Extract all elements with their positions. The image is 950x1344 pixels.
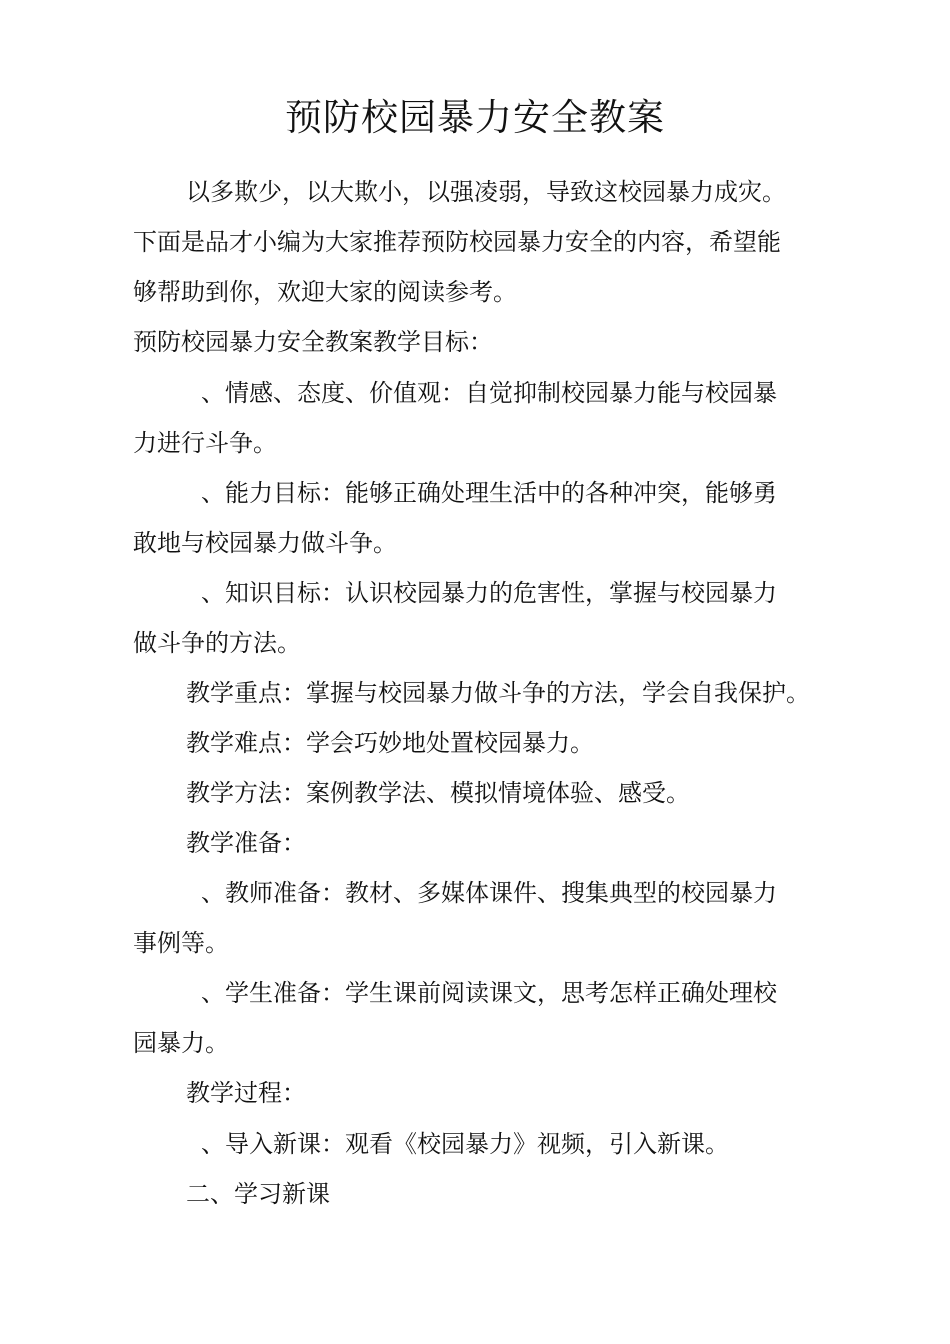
paragraph-line: 二、学习新课 bbox=[186, 1180, 330, 1208]
paragraph-line: 下面是品才小编为大家推荐预防校园暴力安全的内容，希望能 bbox=[133, 228, 781, 256]
paragraph-line: 园暴力。 bbox=[133, 1029, 229, 1057]
section-heading: 预防校园暴力安全教案教学目标： bbox=[133, 328, 493, 356]
paragraph-line: 事例等。 bbox=[133, 929, 229, 957]
paragraph-line: 、情感、态度、价值观：自觉抑制校园暴力能与校园暴 bbox=[201, 379, 777, 407]
paragraph-line: 教学方法：案例教学法、模拟情境体验、感受。 bbox=[186, 779, 690, 807]
paragraph-line: 做斗争的方法。 bbox=[133, 629, 301, 657]
paragraph-line: 教学准备： bbox=[186, 829, 306, 857]
paragraph-line: 、知识目标：认识校园暴力的危害性，掌握与校园暴力 bbox=[201, 579, 777, 607]
paragraph-line: 力进行斗争。 bbox=[133, 429, 277, 457]
paragraph-line: 、学生准备：学生课前阅读课文，思考怎样正确处理校 bbox=[201, 979, 777, 1007]
paragraph-line: 、教师准备：教材、多媒体课件、搜集典型的校园暴力 bbox=[201, 879, 777, 907]
paragraph-line: 教学难点：学会巧妙地处置校园暴力。 bbox=[186, 729, 594, 757]
paragraph-line: 教学过程： bbox=[186, 1079, 306, 1107]
document-title: 预防校园暴力安全教案 bbox=[285, 96, 665, 139]
paragraph-line: 敢地与校园暴力做斗争。 bbox=[133, 529, 397, 557]
paragraph-line: 、能力目标：能够正确处理生活中的各种冲突，能够勇 bbox=[201, 479, 777, 507]
paragraph-line: 、导入新课：观看《校园暴力》视频，引入新课。 bbox=[201, 1130, 729, 1158]
paragraph-line: 教学重点：掌握与校园暴力做斗争的方法，学会自我保护。 bbox=[186, 679, 810, 707]
paragraph-line: 够帮助到你，欢迎大家的阅读参考。 bbox=[133, 278, 517, 306]
paragraph-line: 以多欺少，以大欺小，以强凌弱，导致这校园暴力成灾。 bbox=[186, 178, 786, 206]
